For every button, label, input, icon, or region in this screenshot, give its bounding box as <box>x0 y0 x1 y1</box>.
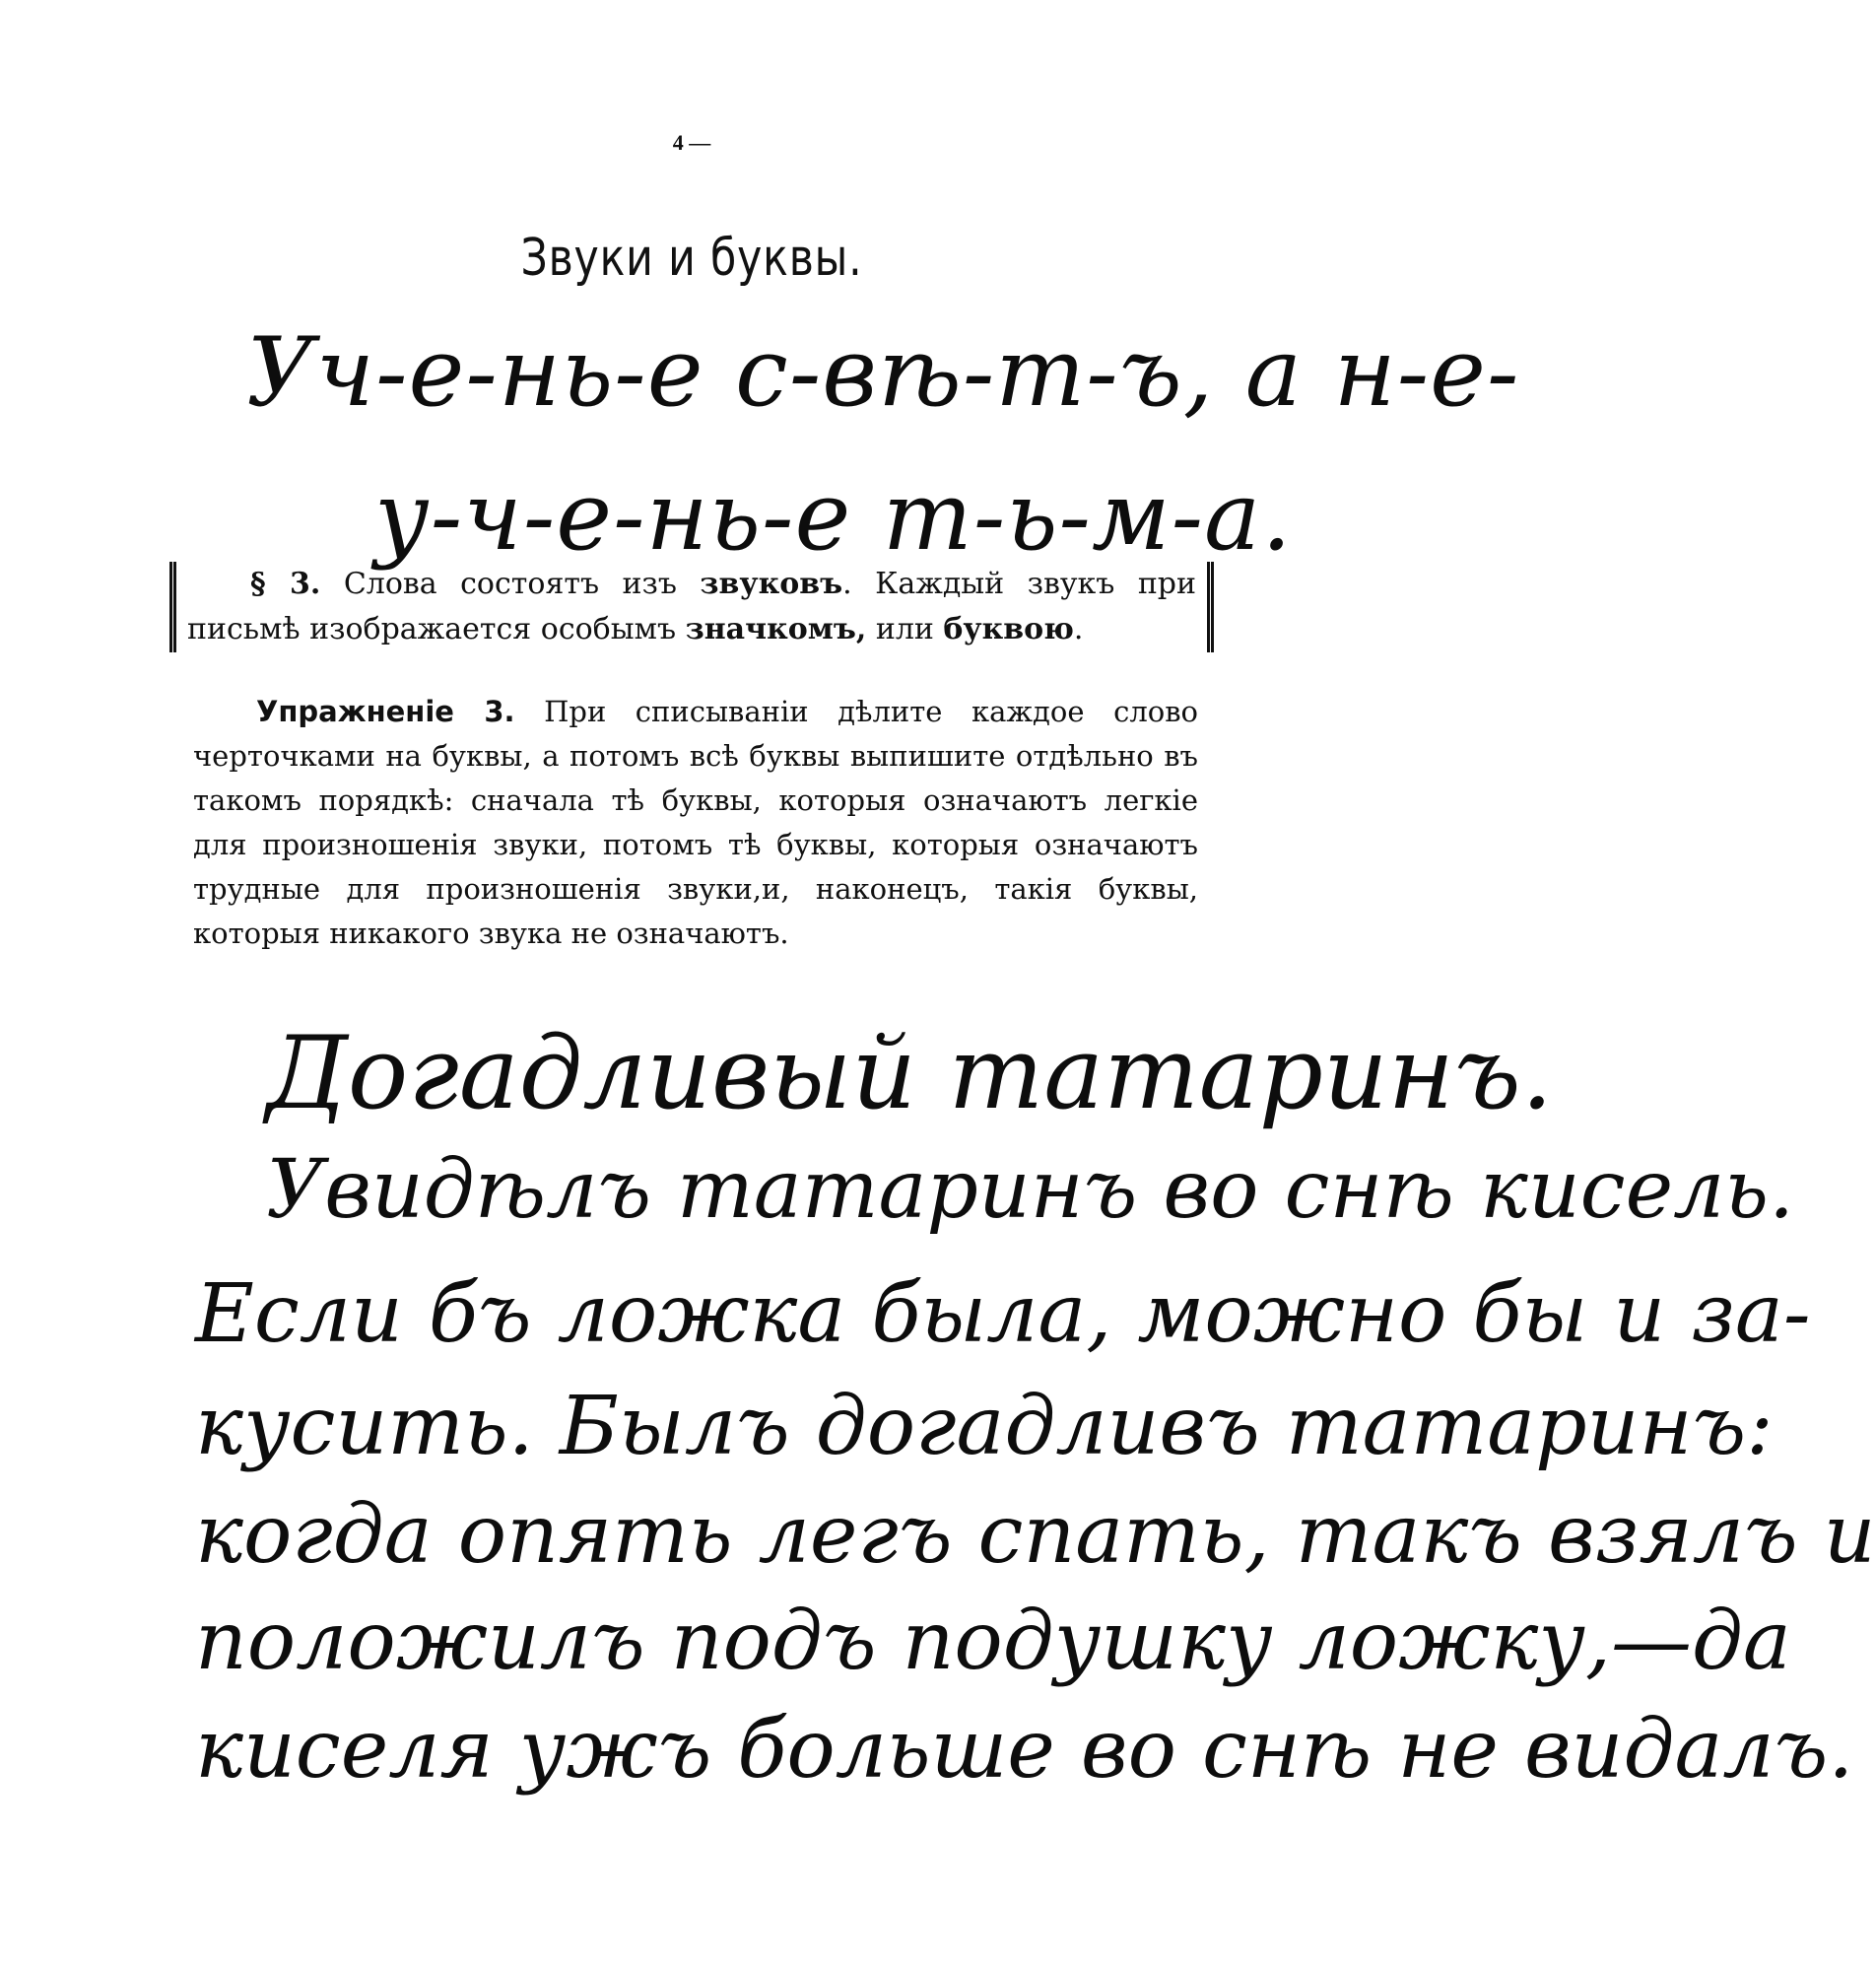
rule-line-1 <box>187 562 1196 607</box>
section-heading: Звуки и буквы. <box>520 229 863 288</box>
rule-left-bar <box>169 562 176 652</box>
proverb-line-2: у-ч-е-нь-е т-ь-м-а. <box>374 461 1293 572</box>
story-title: Догадливый татаринъ. <box>266 1015 1554 1132</box>
rule-section-number: § 3. <box>250 567 321 601</box>
rule-bold-sounds: звуковъ <box>700 567 843 601</box>
rule-text-d: или <box>866 612 944 646</box>
rule-paragraph <box>169 562 1214 652</box>
exercise-label: Упражненіе 3. <box>256 695 515 728</box>
story-line-5: положилъ подъ подушку ложку,—да <box>195 1595 1791 1688</box>
page-number: 4 — <box>672 130 711 155</box>
proverb-line-1: Уч-е-нь-е с-вѣ-т-ъ, а н-е- <box>246 317 1520 428</box>
rule-text-b: . Каждый звукъ при <box>842 567 1197 601</box>
rule-text-a: Слова состоятъ изъ <box>320 567 701 601</box>
rule-right-bar <box>1207 562 1214 652</box>
rule-text-c: письмѣ изображается особымъ <box>187 612 686 646</box>
rule-text <box>187 562 1196 652</box>
rule-bold-letter: буквою <box>943 612 1074 646</box>
story-line-3: кусить. Былъ догадливъ татаринъ: <box>195 1380 1774 1473</box>
story-line-2: Если бъ ложка была, можно бы и за- <box>195 1267 1811 1361</box>
story-line-4: когда опять легъ спать, такъ взялъ и <box>195 1488 1876 1582</box>
rule-bold-sign: значкомъ, <box>685 612 867 646</box>
exercise-paragraph <box>193 690 1198 956</box>
rule-line-2 <box>187 607 1196 652</box>
story-line-6: киселя ужъ больше во снѣ не видалъ. <box>195 1703 1854 1797</box>
rule-text-e: . <box>1073 612 1084 646</box>
exercise-text: При списываніи дѣлите каждое слово черточками на буквы, а потомъ всѣ буквы выпишите отдѣльно въ такомъ порядкѣ: сначала тѣ буквы, которыя означаютъ легкіе для произношенія звуки, потомъ тѣ буквы, которыя означаютъ трудные для произношенія звуки,и, наконецъ, такія буквы, которыя никакого звука не означаютъ. <box>193 695 1198 950</box>
story-line-1: Увидѣлъ татаринъ во снѣ кисель. <box>266 1143 1795 1237</box>
